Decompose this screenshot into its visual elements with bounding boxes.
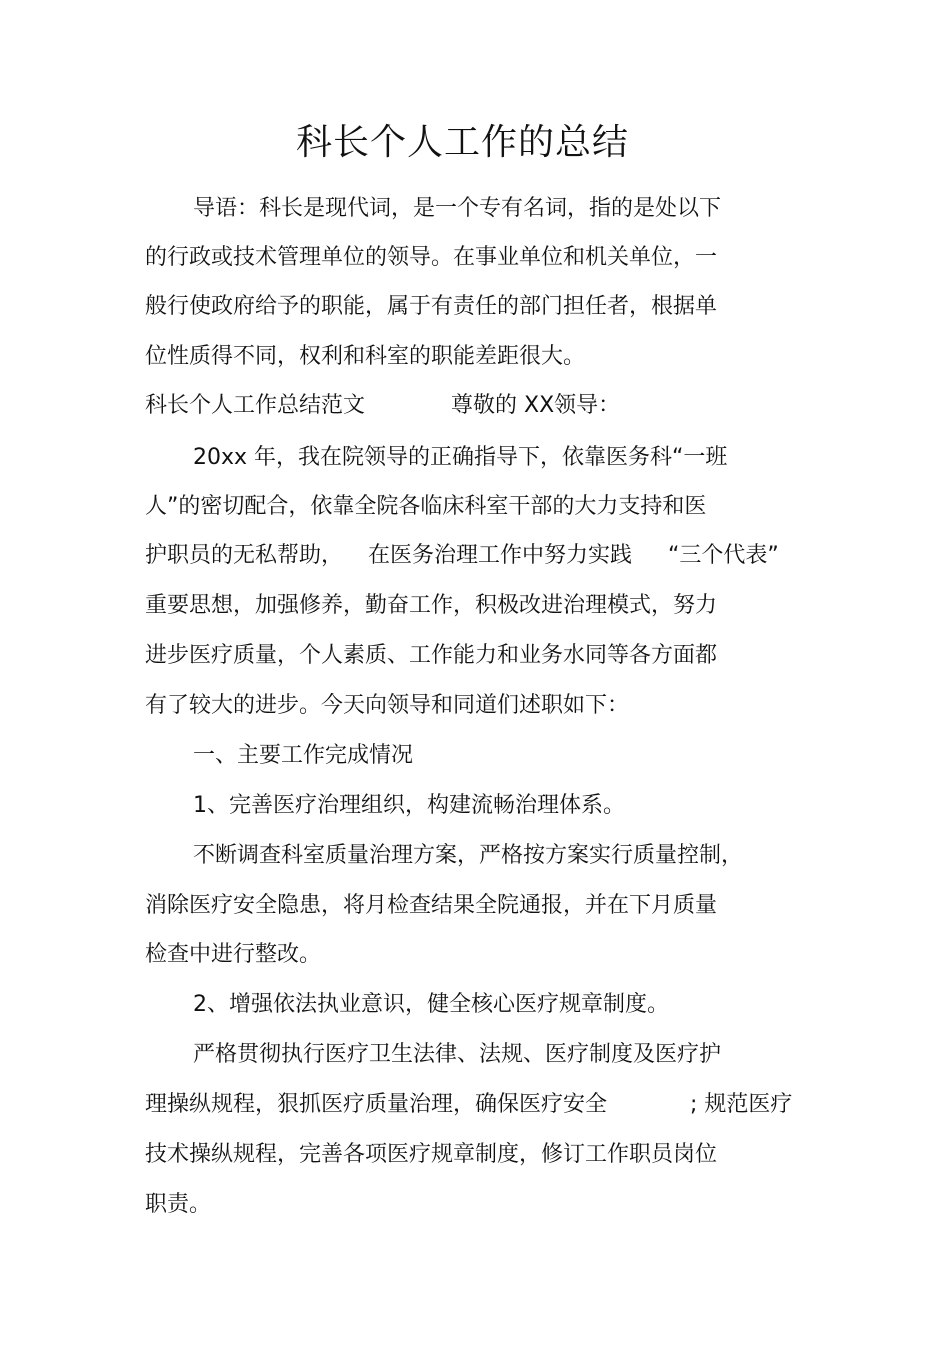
paragraph-line: 尊敬的 XX领导： [451, 393, 621, 418]
subsection-heading: 2、增强依法执业意识，健全核心医疗规章制度。 [193, 992, 669, 1017]
paragraph-line: 理操纵规程，狠抓医疗质量治理，确保医疗安全 [145, 1092, 608, 1117]
paragraph-line: 在医务治理工作中努力实践 [368, 543, 633, 568]
paragraph-line: 技术操纵规程，完善各项医疗规章制度，修订工作职员岗位 [145, 1142, 718, 1167]
paragraph-line: 职责。 [145, 1192, 212, 1217]
paragraph-line: 严格贯彻执行医疗卫生法律、法规、医疗制度及医疗护 [193, 1042, 722, 1067]
paragraph-line: 重要思想，加强修养，勤奋工作，积极改进治理模式，努力 [145, 593, 718, 618]
paragraph-line: 不断调查科室质量治理方案，严格按方案实行质量控制， [193, 843, 744, 868]
paragraph-line: 的行政或技术管理单位的领导。在事业单位和机关单位，一 [145, 245, 718, 270]
paragraph-line: 护职员的无私帮助， [145, 543, 344, 568]
document-title: 科长个人工作的总结 [295, 122, 629, 163]
paragraph-line: 科长个人工作总结范文 [145, 393, 366, 418]
paragraph-line: “三个代表” [668, 543, 779, 568]
paragraph-line: 检查中进行整改。 [145, 942, 322, 967]
paragraph-line: 位性质得不同，权利和科室的职能差距很大。 [145, 344, 586, 369]
paragraph-line: 般行使政府给予的职能，属于有责任的部门担任者，根据单 [145, 294, 718, 319]
paragraph-line: 消除医疗安全隐患，将月检查结果全院通报，并在下月质量 [145, 893, 718, 918]
paragraph-line: 20xx 年，我在院领导的正确指导下，依靠医务科“一班 [193, 445, 728, 470]
paragraph-line: 导语：科长是现代词，是一个专有名词，指的是处以下 [193, 196, 722, 221]
section-heading: 一、主要工作完成情况 [193, 743, 414, 768]
paragraph-line: ; 规范医疗 [690, 1092, 793, 1117]
subsection-heading: 1、完善医疗治理组织，构建流畅治理体系。 [193, 793, 625, 818]
paragraph-line: 有了较大的进步。今天向领导和同道们述职如下： [145, 693, 630, 718]
paragraph-line: 进步医疗质量，个人素质、工作能力和业务水同等各方面都 [145, 643, 718, 668]
paragraph-line: 人”的密切配合，依靠全院各临床科室干部的大力支持和医 [145, 494, 707, 519]
